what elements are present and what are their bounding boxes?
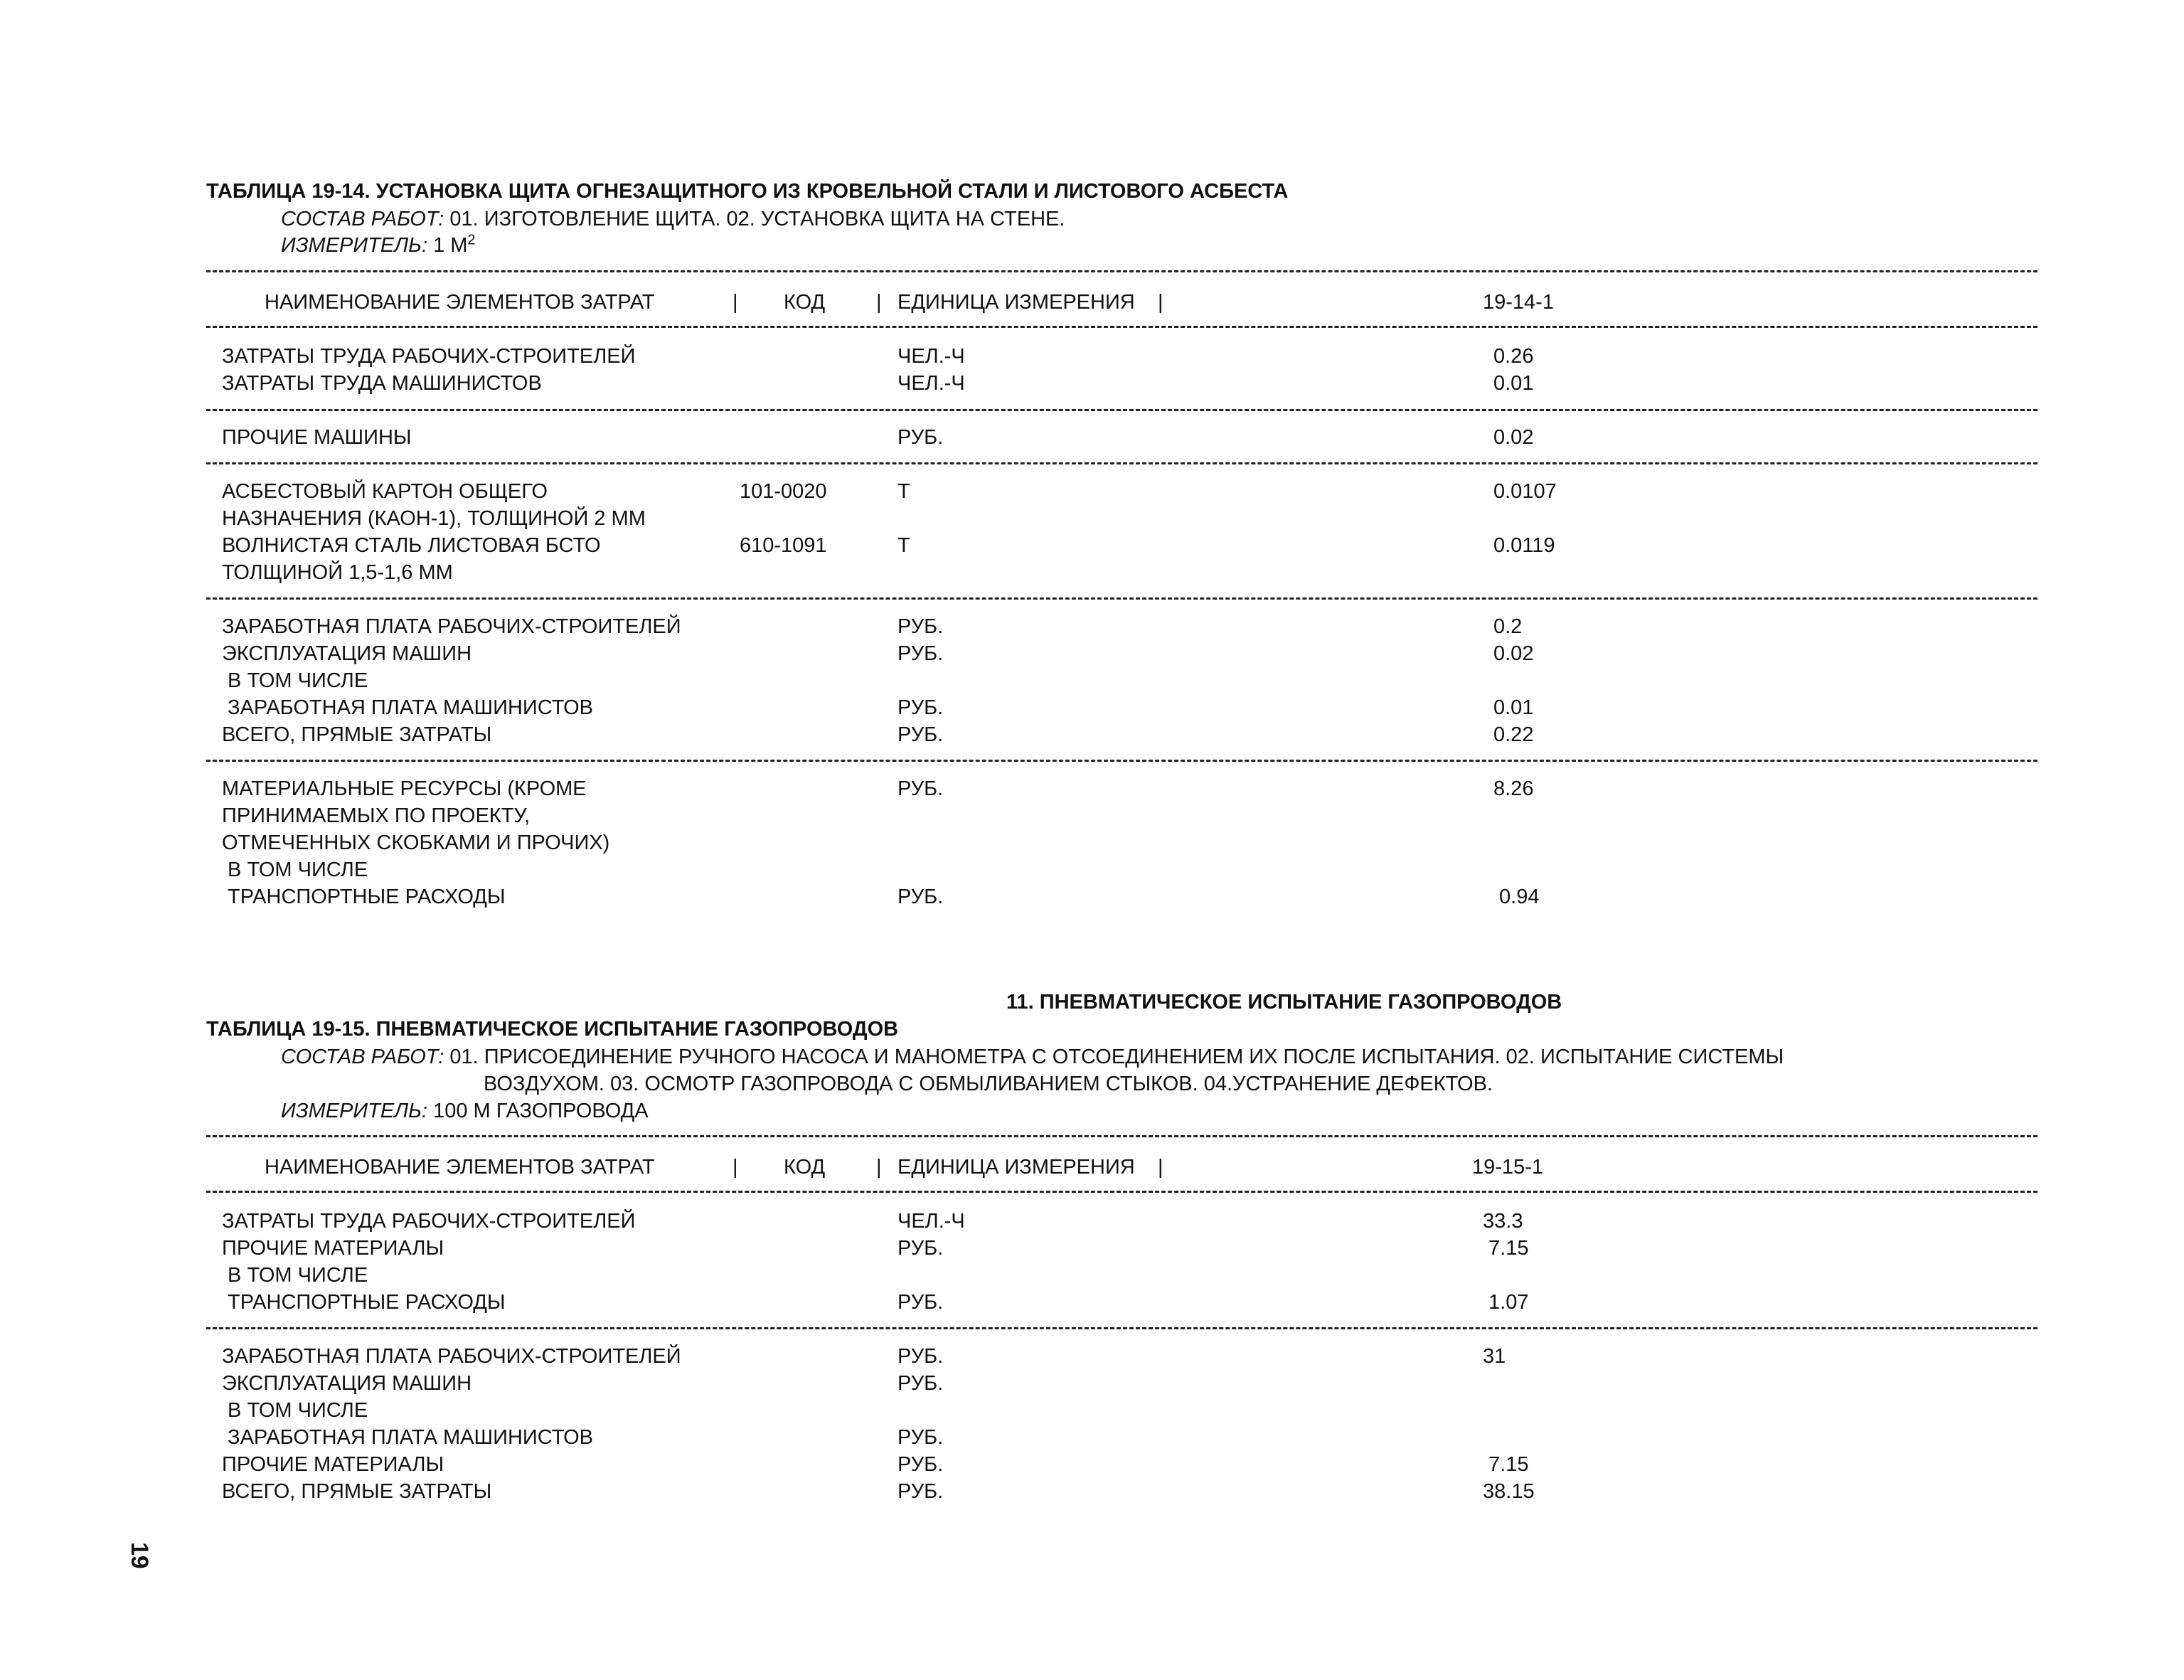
table-row-name: В ТОМ ЧИСЛЕ xyxy=(222,1399,368,1422)
table-row-name: ВОЛНИСТАЯ СТАЛЬ ЛИСТОВАЯ БСТО xyxy=(222,534,601,557)
table-row-unit: РУБ. xyxy=(897,723,944,746)
table-row-name: ОТМЕЧЕННЫХ СКОБКАМИ И ПРОЧИХ) xyxy=(222,831,610,854)
column-separator: | xyxy=(1158,291,1163,314)
page-number: 19 xyxy=(126,1542,153,1569)
table-row-value: 7.15 xyxy=(1483,1453,1529,1476)
table-row-name: ЗАРАБОТНАЯ ПЛАТА МАШИНИСТОВ xyxy=(222,696,594,719)
table-row-name: ЗАРАБОТНАЯ ПЛАТА МАШИНИСТОВ xyxy=(222,1426,594,1449)
table-row-name: ТОЛЩИНОЙ 1,5-1,6 ММ xyxy=(222,561,453,584)
table-row-unit: РУБ. xyxy=(897,1372,944,1395)
divider xyxy=(206,270,2037,272)
table-row-unit: Т xyxy=(897,480,910,503)
table-row-unit: Т xyxy=(897,534,910,557)
table-row-name: ЭКСПЛУАТАЦИЯ МАШИН xyxy=(222,642,472,665)
table-row-unit: РУБ. xyxy=(897,886,944,908)
table-row-value: 0.26 xyxy=(1493,345,1534,368)
table-row-code: 101-0020 xyxy=(740,480,827,503)
table-row-value: 8.26 xyxy=(1493,777,1534,800)
column-separator: | xyxy=(733,1156,738,1179)
column-separator: | xyxy=(1158,1156,1163,1179)
column-separator: | xyxy=(876,291,882,314)
header-unit: ЕДИНИЦА ИЗМЕРЕНИЯ xyxy=(897,1156,1135,1179)
table-row-unit: РУБ. xyxy=(897,1345,944,1368)
table-row-value: 0.94 xyxy=(1493,886,1540,908)
divider xyxy=(206,1191,2037,1193)
table-row-value: 0.01 xyxy=(1493,696,1534,719)
table-row-name: ЗАРАБОТНАЯ ПЛАТА РАБОЧИХ-СТРОИТЕЛЕЙ xyxy=(222,615,681,638)
table-row-unit: РУБ. xyxy=(897,642,944,665)
table1-work-composition xyxy=(281,206,1065,233)
table-row-name: НАЗНАЧЕНИЯ (КАОН-1), ТОЛЩИНОЙ 2 ММ xyxy=(222,507,646,530)
table-row-unit: РУБ. xyxy=(897,1291,944,1314)
table2-meter xyxy=(281,1097,649,1125)
table-row-unit: РУБ. xyxy=(897,1426,944,1449)
table-row-unit: РУБ. xyxy=(897,426,944,449)
meter-label: ИЗМЕРИТЕЛЬ: xyxy=(281,234,428,257)
table-row-name: ТРАНСПОРТНЫЕ РАСХОДЫ xyxy=(222,886,506,908)
table-row-value: 0.02 xyxy=(1493,642,1534,665)
table-row-value: 38.15 xyxy=(1483,1480,1535,1503)
table-row-name: АСБЕСТОВЫЙ КАРТОН ОБЩЕГО xyxy=(222,480,548,503)
header-code: КОД xyxy=(784,291,826,314)
table1-meter xyxy=(281,232,476,259)
table-row-unit: ЧЕЛ.-Ч xyxy=(897,372,965,395)
table2-title: ТАБЛИЦА 19-15. ПНЕВМАТИЧЕСКОЕ ИСПЫТАНИЕ ГАЗОПРОВОДОВ xyxy=(206,1018,899,1041)
divider xyxy=(206,1135,2037,1137)
table2-work-composition-cont: ВОЗДУХОМ. 03. ОСМОТР ГАЗОПРОВОДА С ОБМЫЛИВАНИЕМ СТЫКОВ. 04.УСТРАНЕНИЕ ДЕФЕКТОВ. xyxy=(484,1073,1493,1095)
section-title: 11. ПНЕВМАТИЧЕСКОЕ ИСПЫТАНИЕ ГАЗОПРОВОДОВ xyxy=(1006,991,1562,1014)
table-row-value: 1.07 xyxy=(1483,1291,1529,1314)
divider xyxy=(206,597,2037,600)
table-row-name: МАТЕРИАЛЬНЫЕ РЕСУРСЫ (КРОМЕ xyxy=(222,777,587,800)
work-label: СОСТАВ РАБОТ: xyxy=(281,208,444,230)
table-row-name: В ТОМ ЧИСЛЕ xyxy=(222,669,368,692)
table-row-name: ЗАТРАТЫ ТРУДА РАБОЧИХ-СТРОИТЕЛЕЙ xyxy=(222,345,636,368)
table-row-name: ВСЕГО, ПРЯМЫЕ ЗАТРАТЫ xyxy=(222,723,492,746)
table-row-unit: ЧЕЛ.-Ч xyxy=(897,1210,965,1233)
work-text: 01. ПРИСОЕДИНЕНИЕ РУЧНОГО НАСОСА И МАНОМЕТРА С ОТСОЕДИНЕНИЕМ ИХ ПОСЛЕ ИСПЫТАНИЯ. 02. ИСПЫТАНИЕ СИСТЕМЫ xyxy=(449,1046,1784,1068)
table-row-unit: РУБ. xyxy=(897,777,944,800)
table-row-unit: РУБ. xyxy=(897,1480,944,1503)
header-name: НАИМЕНОВАНИЕ ЭЛЕМЕНТОВ ЗАТРАТ xyxy=(265,1156,655,1179)
table-row-value: 0.01 xyxy=(1493,372,1534,395)
table-row-name: В ТОМ ЧИСЛЕ xyxy=(222,1264,368,1287)
meter-text: 100 М ГАЗОПРОВОДА xyxy=(433,1100,649,1122)
divider xyxy=(206,760,2037,762)
column-separator: | xyxy=(876,1156,882,1179)
divider xyxy=(206,409,2037,411)
header-value: 19-14-1 xyxy=(1483,291,1554,314)
table1-title: ТАБЛИЦА 19-14. УСТАНОВКА ЩИТА ОГНЕЗАЩИТНОГО ИЗ КРОВЕЛЬНОЙ СТАЛИ И ЛИСТОВОГО АСБЕСТА xyxy=(206,180,1289,203)
table-row-unit: РУБ. xyxy=(897,696,944,719)
divider xyxy=(206,1327,2037,1329)
table-row-name: ЗАРАБОТНАЯ ПЛАТА РАБОЧИХ-СТРОИТЕЛЕЙ xyxy=(222,1345,681,1368)
table-row-unit: РУБ. xyxy=(897,1237,944,1260)
header-value: 19-15-1 xyxy=(1472,1156,1543,1179)
table-row-unit: РУБ. xyxy=(897,615,944,638)
table-row-name: ЗАТРАТЫ ТРУДА РАБОЧИХ-СТРОИТЕЛЕЙ xyxy=(222,1210,636,1233)
header-unit: ЕДИНИЦА ИЗМЕРЕНИЯ xyxy=(897,291,1135,314)
table-row-value: 7.15 xyxy=(1483,1237,1529,1260)
table-row-value: 31 xyxy=(1483,1345,1506,1368)
table-row-value: 0.22 xyxy=(1493,723,1534,746)
meter-superscript: 2 xyxy=(467,232,476,248)
header-name: НАИМЕНОВАНИЕ ЭЛЕМЕНТОВ ЗАТРАТ xyxy=(265,291,655,314)
column-separator: | xyxy=(733,291,738,314)
work-label: СОСТАВ РАБОТ: xyxy=(281,1046,444,1068)
table-row-name: ПРИНИМАЕМЫХ ПО ПРОЕКТУ, xyxy=(222,804,531,827)
meter-label: ИЗМЕРИТЕЛЬ: xyxy=(281,1100,428,1122)
table-row-value: 0.02 xyxy=(1493,426,1534,449)
divider xyxy=(206,326,2037,328)
table-row-name: ПРОЧИЕ МАШИНЫ xyxy=(222,426,412,449)
table-row-name: ЗАТРАТЫ ТРУДА МАШИНИСТОВ xyxy=(222,372,542,395)
table-row-name: ЭКСПЛУАТАЦИЯ МАШИН xyxy=(222,1372,472,1395)
table-row-value: 0.0107 xyxy=(1493,480,1557,503)
table-row-name: ТРАНСПОРТНЫЕ РАСХОДЫ xyxy=(222,1291,506,1314)
table-row-value: 0.0119 xyxy=(1493,534,1555,557)
table-row-code: 610-1091 xyxy=(740,534,827,557)
table-row-unit: ЧЕЛ.-Ч xyxy=(897,345,965,368)
table-row-value: 0.2 xyxy=(1493,615,1523,638)
table-row-unit: РУБ. xyxy=(897,1453,944,1476)
table-row-name: ВСЕГО, ПРЯМЫЕ ЗАТРАТЫ xyxy=(222,1480,492,1503)
work-text: 01. ИЗГОТОВЛЕНИЕ ЩИТА. 02. УСТАНОВКА ЩИТА НА СТЕНЕ. xyxy=(449,208,1065,230)
table-row-name: В ТОМ ЧИСЛЕ xyxy=(222,858,368,881)
table-row-name: ПРОЧИЕ МАТЕРИАЛЫ xyxy=(222,1453,444,1476)
meter-text: 1 М xyxy=(433,234,468,257)
divider xyxy=(206,462,2037,464)
header-code: КОД xyxy=(784,1156,826,1179)
table-row-value: 33.3 xyxy=(1483,1210,1523,1233)
table-row-name: ПРОЧИЕ МАТЕРИАЛЫ xyxy=(222,1237,444,1260)
table2-work-composition xyxy=(281,1043,1784,1070)
